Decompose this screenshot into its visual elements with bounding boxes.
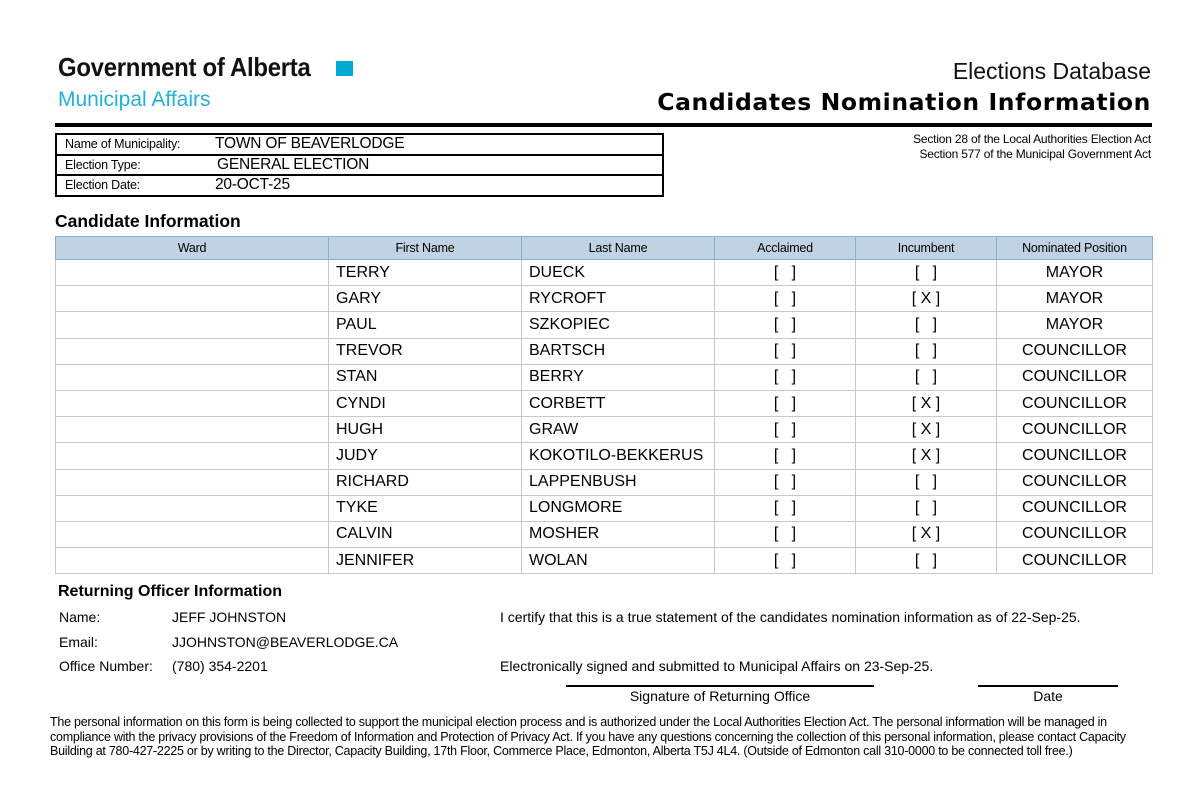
last-name-cell: GRAW [522, 417, 715, 443]
legal-ref-mga: Section 577 of the Municipal Government Act [919, 147, 1151, 161]
incumbent-checkbox: [ X ] [856, 286, 997, 312]
ward-cell [56, 286, 329, 312]
position-cell: COUNCILLOR [997, 417, 1153, 443]
incumbent-checkbox: [ ] [856, 469, 997, 495]
candidate-table-header [56, 237, 1153, 260]
document-title: Candidates Nomination Information [657, 88, 1151, 116]
acclaimed-checkbox: [ ] [715, 364, 856, 390]
ward-cell [56, 312, 329, 338]
officer-name-label: Name: [59, 609, 101, 625]
election-type-row [57, 156, 662, 177]
column-header-ward: Ward [56, 237, 329, 260]
candidate-row [56, 390, 1153, 416]
signature-label: Signature of Returning Office [629, 688, 811, 704]
officer-name-value: JEFF JOHNSTON [172, 609, 287, 625]
candidate-row [56, 286, 1153, 312]
position-cell: MAYOR [997, 312, 1153, 338]
first-name-cell: CYNDI [329, 390, 522, 416]
legal-references [913, 132, 1151, 162]
ward-cell [56, 417, 329, 443]
acclaimed-checkbox: [ ] [715, 469, 856, 495]
acclaimed-checkbox: [ ] [715, 495, 856, 521]
candidate-table-body [56, 260, 1153, 574]
returning-officer-title: Returning Officer Information [58, 583, 282, 600]
document-subtitle: Elections Database [952, 58, 1151, 84]
last-name-cell: LAPPENBUSH [522, 469, 715, 495]
brand-square-icon [336, 61, 353, 76]
acclaimed-checkbox: [ ] [715, 443, 856, 469]
officer-email-row [59, 634, 459, 651]
position-cell: COUNCILLOR [997, 548, 1153, 574]
position-cell: COUNCILLOR [997, 364, 1153, 390]
position-cell: COUNCILLOR [997, 521, 1153, 547]
municipality-label: Name of Municipality: [65, 137, 181, 152]
officer-email-value: JJOHNSTON@BEAVERLODGE.CA [172, 634, 399, 650]
candidate-row [56, 312, 1153, 338]
position-cell: COUNCILLOR [997, 338, 1153, 364]
org-division: Municipal Affairs [58, 88, 211, 111]
first-name-cell: JENNIFER [329, 548, 522, 574]
ward-cell [56, 260, 329, 286]
date-label: Date [1033, 688, 1063, 704]
candidate-row [56, 260, 1153, 286]
first-name-cell: TYKE [329, 495, 522, 521]
candidate-row [56, 338, 1153, 364]
first-name-cell: CALVIN [329, 521, 522, 547]
column-header-incumbent: Incumbent [856, 237, 997, 260]
column-header-last-name: Last Name [522, 237, 715, 260]
acclaimed-checkbox: [ ] [715, 390, 856, 416]
first-name-cell: RICHARD [329, 469, 522, 495]
election-date-value: 20-OCT-25 [215, 176, 290, 194]
incumbent-checkbox: [ ] [856, 364, 997, 390]
incumbent-checkbox: [ X ] [856, 417, 997, 443]
last-name-cell: SZKOPIEC [522, 312, 715, 338]
position-cell: MAYOR [997, 260, 1153, 286]
position-cell: COUNCILLOR [997, 443, 1153, 469]
acclaimed-checkbox: [ ] [715, 521, 856, 547]
certification-statement: I certify that this is a true statement of the candidates nomination information as of 22-Sep-25. [500, 609, 1081, 625]
acclaimed-checkbox: [ ] [715, 312, 856, 338]
last-name-cell: BERRY [522, 364, 715, 390]
incumbent-checkbox: [ ] [856, 338, 997, 364]
last-name-cell: LONGMORE [522, 495, 715, 521]
position-cell: COUNCILLOR [997, 495, 1153, 521]
incumbent-checkbox: [ X ] [856, 521, 997, 547]
ward-cell [56, 521, 329, 547]
candidate-row [56, 495, 1153, 521]
privacy-notice: The personal information on this form is being collected to support the municipal election process and is authorized under the Local Authorities Election Act. The personal information will be managed in compliance with the privacy provisions of the Freedom of Information and Protection of Privacy Act. If you have any questions concerning the collection of this personal information, please contact Capacity Building at 780-427-2225 or by writing to the Director, Capacity Building, 17th Floor, Commerce Place, Edmonton, Alberta T5J 4L4. (Outside of Edmonton call 310-0000 to be connected toll free.) [50, 715, 1126, 758]
first-name-cell: HUGH [329, 417, 522, 443]
first-name-cell: STAN [329, 364, 522, 390]
election-date-row [57, 176, 662, 197]
first-name-cell: JUDY [329, 443, 522, 469]
position-cell: COUNCILLOR [997, 469, 1153, 495]
candidate-row [56, 364, 1153, 390]
signature-line [566, 685, 874, 687]
incumbent-checkbox: [ X ] [856, 443, 997, 469]
municipality-row [57, 135, 662, 156]
ward-cell [56, 443, 329, 469]
incumbent-checkbox: [ ] [856, 495, 997, 521]
incumbent-checkbox: [ X ] [856, 390, 997, 416]
acclaimed-checkbox: [ ] [715, 260, 856, 286]
last-name-cell: RYCROFT [522, 286, 715, 312]
acclaimed-checkbox: [ ] [715, 286, 856, 312]
candidate-row [56, 548, 1153, 574]
officer-name-row [59, 609, 459, 626]
position-cell: COUNCILLOR [997, 390, 1153, 416]
last-name-cell: WOLAN [522, 548, 715, 574]
org-logo-name: Government of Alberta [58, 52, 311, 82]
ward-cell [56, 548, 329, 574]
candidate-row [56, 521, 1153, 547]
last-name-cell: CORBETT [522, 390, 715, 416]
last-name-cell: BARTSCH [522, 338, 715, 364]
candidate-row [56, 417, 1153, 443]
officer-email-label: Email: [59, 634, 98, 650]
header-divider [55, 123, 1152, 127]
candidate-row [56, 469, 1153, 495]
ward-cell [56, 338, 329, 364]
candidate-row [56, 443, 1153, 469]
election-date-label: Election Date: [65, 178, 141, 193]
officer-phone-row [59, 658, 459, 675]
last-name-cell: MOSHER [522, 521, 715, 547]
submission-statement: Electronically signed and submitted to Municipal Affairs on 23-Sep-25. [500, 658, 934, 674]
first-name-cell: GARY [329, 286, 522, 312]
election-type-value: GENERAL ELECTION [217, 155, 370, 173]
column-header-acclaimed: Acclaimed [715, 237, 856, 260]
date-line [978, 685, 1118, 687]
municipality-value: TOWN OF BEAVERLODGE [215, 135, 405, 153]
officer-phone-label: Office Number: [59, 658, 153, 674]
election-type-label: Election Type: [65, 157, 141, 172]
position-cell: MAYOR [997, 286, 1153, 312]
incumbent-checkbox: [ ] [856, 260, 997, 286]
last-name-cell: DUECK [522, 260, 715, 286]
ward-cell [56, 469, 329, 495]
first-name-cell: TREVOR [329, 338, 522, 364]
last-name-cell: KOKOTILO-BEKKERUS [522, 443, 715, 469]
incumbent-checkbox: [ ] [856, 312, 997, 338]
first-name-cell: TERRY [329, 260, 522, 286]
candidate-table [55, 236, 1153, 574]
candidate-section-title: Candidate Information [55, 211, 241, 231]
acclaimed-checkbox: [ ] [715, 548, 856, 574]
election-info-box [55, 133, 664, 197]
ward-cell [56, 390, 329, 416]
officer-phone-value: (780) 354-2201 [172, 658, 268, 674]
first-name-cell: PAUL [329, 312, 522, 338]
column-header-position: Nominated Position [997, 237, 1153, 260]
legal-ref-laea: Section 28 of the Local Authorities Election Act [913, 132, 1151, 146]
acclaimed-checkbox: [ ] [715, 417, 856, 443]
acclaimed-checkbox: [ ] [715, 338, 856, 364]
column-header-first-name: First Name [329, 237, 522, 260]
ward-cell [56, 364, 329, 390]
incumbent-checkbox: [ ] [856, 548, 997, 574]
ward-cell [56, 495, 329, 521]
